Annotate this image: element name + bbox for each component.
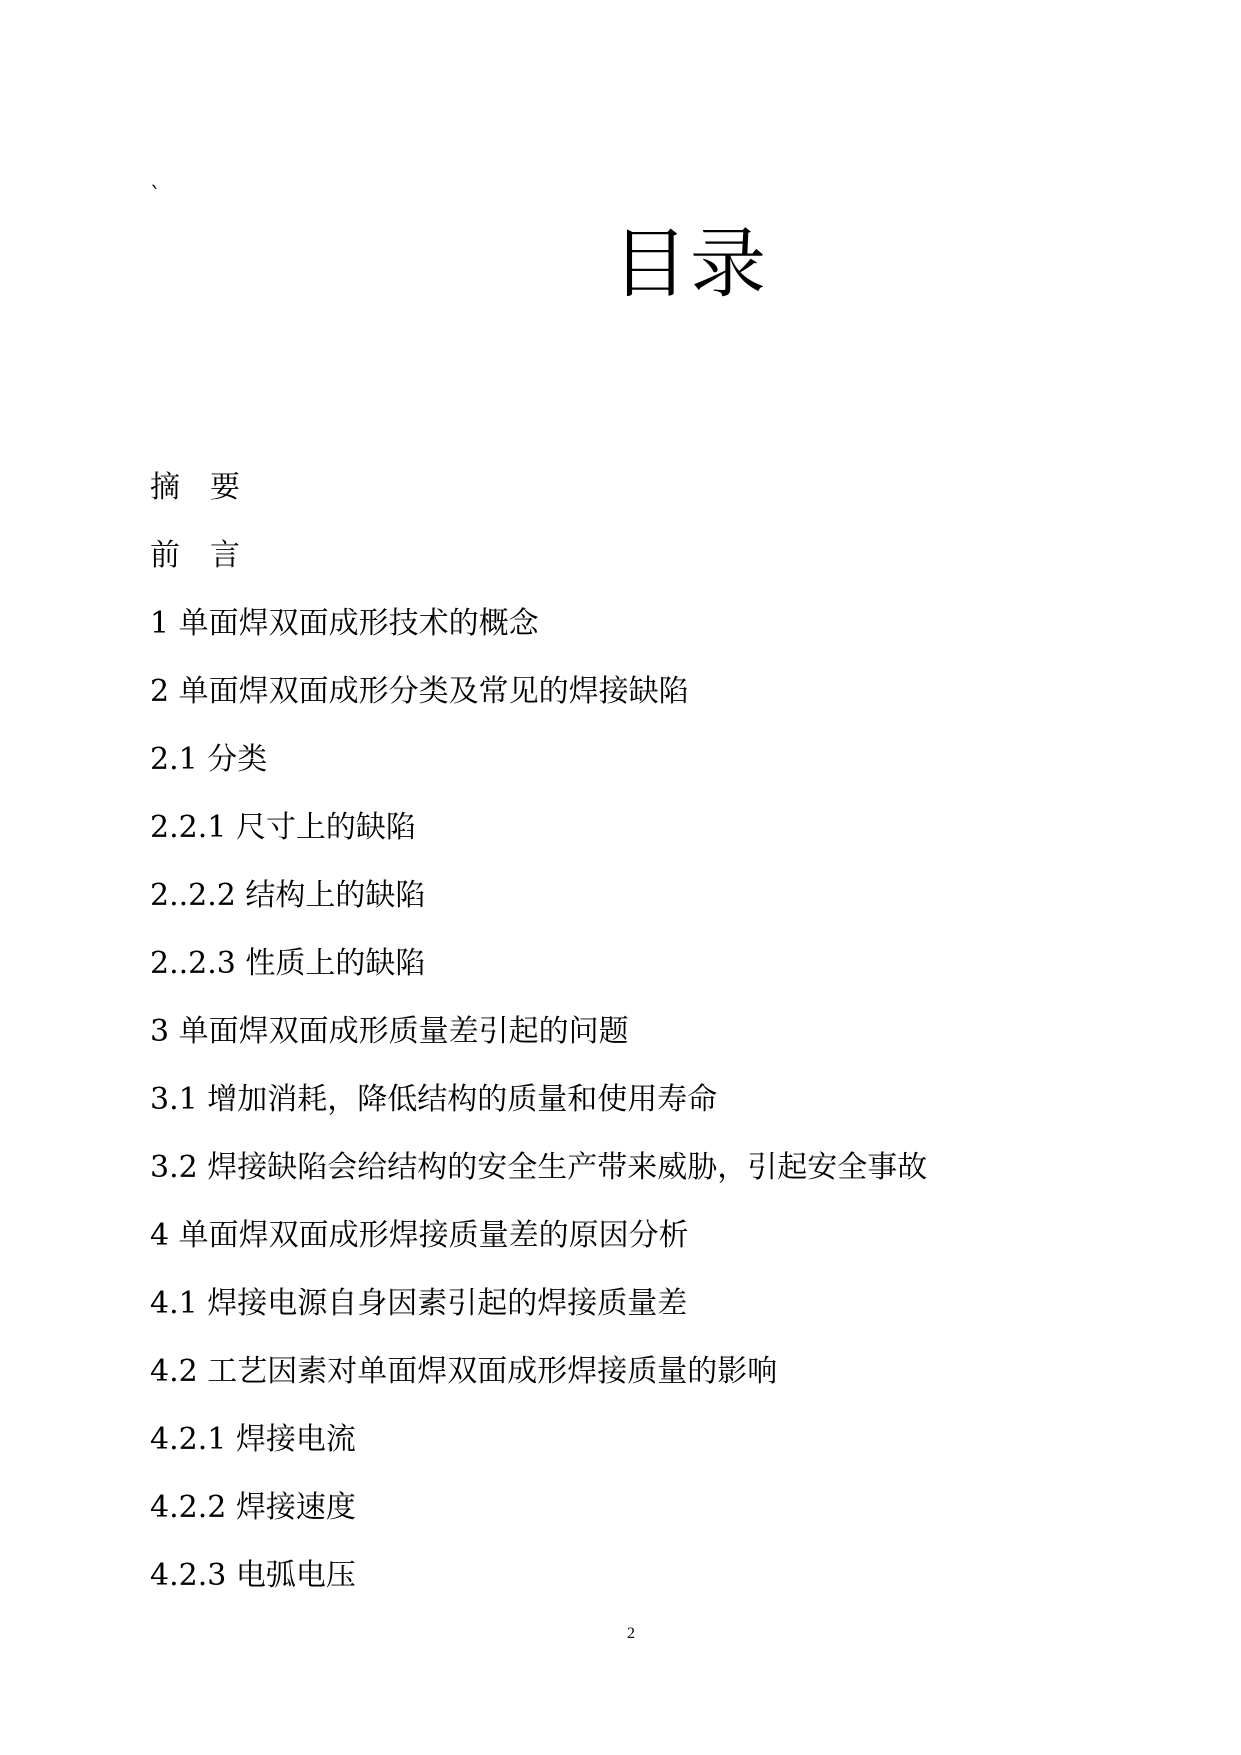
toc-entry-4-2-1: 4.2.1 焊接电流 [150, 1422, 356, 1457]
toc-entry-2-2-3: 2..2.3 性质上的缺陷 [150, 946, 426, 981]
toc-entry-4-2-2: 4.2.2 焊接速度 [150, 1490, 356, 1525]
toc-entry-preface: 前 言 [150, 538, 240, 573]
page-number: 2 [627, 1625, 635, 1642]
page-title: 目录 [612, 219, 768, 308]
toc-entry-3-2: 3.2 焊接缺陷会给结构的安全生产带来威胁，引起安全事故 [150, 1150, 928, 1185]
toc-entry-2-1: 2.1 分类 [150, 742, 268, 777]
toc-entry-4-2: 4.2 工艺因素对单面焊双面成形焊接质量的影响 [150, 1354, 778, 1389]
stray-mark: ` [150, 184, 161, 209]
toc-entry-abstract: 摘 要 [150, 470, 240, 505]
toc-entry-1: 1 单面焊双面成形技术的概念 [150, 606, 539, 641]
toc-entry-4-1: 4.1 焊接电源自身因素引起的焊接质量差 [150, 1286, 688, 1321]
toc-entry-2: 2 单面焊双面成形分类及常见的焊接缺陷 [150, 674, 689, 709]
toc-entry-3-1: 3.1 增加消耗，降低结构的质量和使用寿命 [150, 1082, 718, 1117]
toc-entry-2-2-2: 2..2.2 结构上的缺陷 [150, 878, 426, 913]
table-of-contents [150, 467, 927, 1623]
toc-entry-3: 3 单面焊双面成形质量差引起的问题 [150, 1014, 629, 1049]
toc-entry-4-2-3: 4.2.3 电弧电压 [150, 1558, 356, 1593]
toc-entry-2-2-1: 2.2.1 尺寸上的缺陷 [150, 810, 416, 845]
toc-entry-4: 4 单面焊双面成形焊接质量差的原因分析 [150, 1218, 689, 1253]
